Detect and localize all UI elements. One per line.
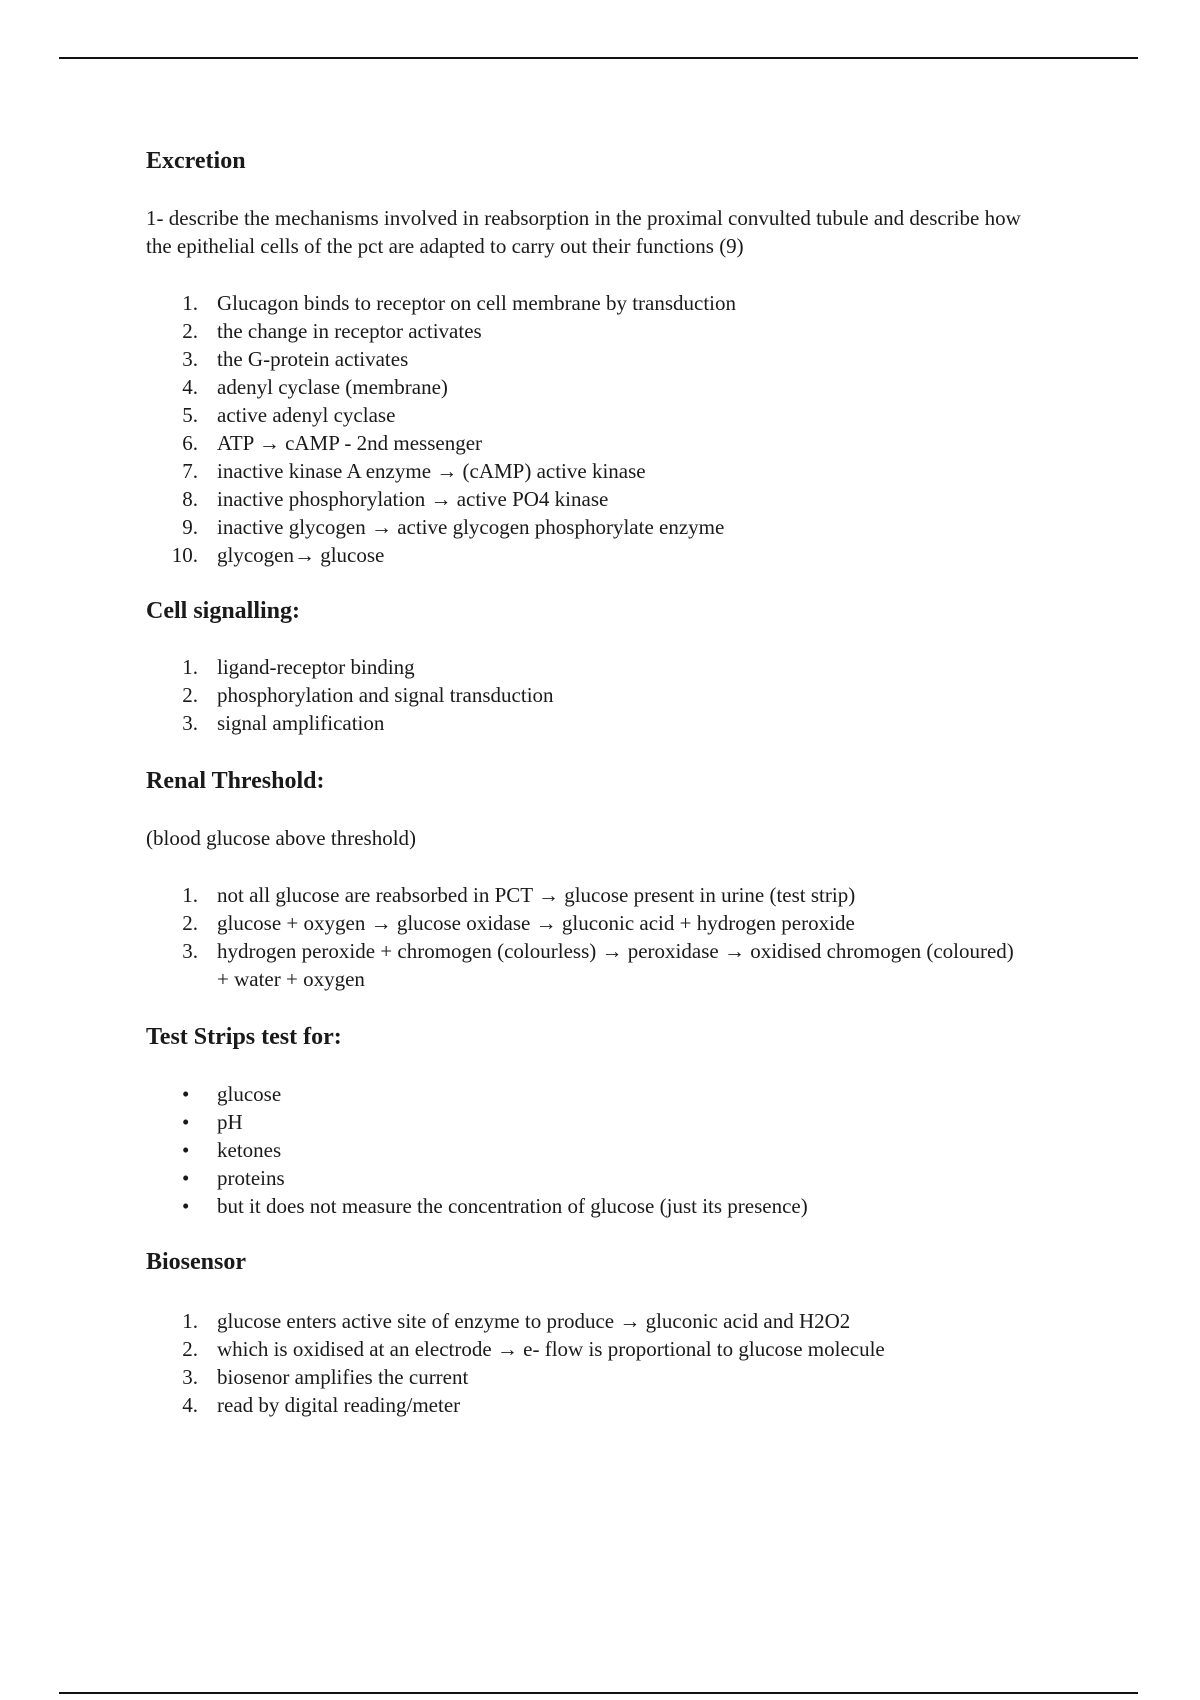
item-number: 3. <box>182 939 198 963</box>
item-text: Glucagon binds to receptor on cell membrane by transduction <box>217 291 737 315</box>
item-number: 5. <box>182 403 198 427</box>
item-number: 8. <box>182 487 198 511</box>
list-item <box>146 937 1026 993</box>
bottom-rule <box>59 1692 1138 1694</box>
item-number: 6. <box>182 431 198 455</box>
heading-test-strips: Test Strips test for: <box>146 1024 342 1050</box>
item-text: ligand-receptor binding <box>217 655 415 679</box>
list-item <box>146 1307 1046 1335</box>
item-number: 1. <box>182 291 198 315</box>
item-number: 2. <box>182 319 198 343</box>
item-text: inactive glycogen → active glycogen phosphorylate enzyme <box>217 515 725 539</box>
item-text: glycogen→ glucose <box>217 543 385 567</box>
list-item <box>146 1164 1046 1192</box>
item-number: 1. <box>182 883 198 907</box>
list-item <box>146 1391 1046 1419</box>
list-item <box>146 653 1046 681</box>
item-text: adenyl cyclase (membrane) <box>217 375 448 399</box>
item-number: 2. <box>182 911 198 935</box>
bullet-icon: • <box>182 1110 190 1134</box>
item-number: 9. <box>182 515 198 539</box>
bullet-icon: • <box>182 1194 190 1218</box>
list-item <box>146 1363 1046 1391</box>
list-item <box>146 1335 1046 1363</box>
list-item <box>146 709 1046 737</box>
top-rule <box>59 57 1138 59</box>
item-text: ATP → cAMP - 2nd messenger <box>217 431 483 455</box>
list-item <box>146 513 1046 541</box>
list-item <box>146 485 1046 513</box>
item-text: read by digital reading/meter <box>217 1393 461 1417</box>
list-item <box>146 373 1046 401</box>
heading-cell-signalling: Cell signalling: <box>146 598 301 624</box>
item-number: 10. <box>171 543 198 567</box>
cell-signalling-list <box>146 653 1046 737</box>
item-text: phosphorylation and signal transduction <box>217 683 554 707</box>
list-item <box>146 681 1046 709</box>
list-item <box>146 909 1026 937</box>
item-number: 4. <box>182 375 198 399</box>
item-text: signal amplification <box>217 711 385 735</box>
list-item <box>146 1080 1046 1108</box>
list-item <box>146 881 1026 909</box>
list-item <box>146 401 1046 429</box>
item-text: not all glucose are reabsorbed in PCT → glucose present in urine (test strip) <box>217 883 856 907</box>
biosensor-list <box>146 1307 1046 1419</box>
item-text: active adenyl cyclase <box>217 403 396 427</box>
list-item <box>146 457 1046 485</box>
heading-renal-threshold: Renal Threshold: <box>146 768 325 794</box>
item-text: inactive phosphorylation → active PO4 kinase <box>217 487 609 511</box>
item-text: glucose enters active site of enzyme to produce → gluconic acid and H2O2 <box>217 1309 851 1333</box>
item-text: biosenor amplifies the current <box>217 1365 469 1389</box>
list-item <box>146 317 1046 345</box>
bullet-icon: • <box>182 1166 190 1190</box>
item-text: inactive kinase A enzyme → (cAMP) active kinase <box>217 459 646 483</box>
item-number: 1. <box>182 655 198 679</box>
list-item <box>146 289 1046 317</box>
item-number: 2. <box>182 1337 198 1361</box>
renal-threshold-list <box>146 881 1026 993</box>
item-text: which is oxidised at an electrode → e- flow is proportional to glucose molecule <box>217 1337 885 1361</box>
item-text: glucose <box>217 1082 282 1106</box>
heading-biosensor: Biosensor <box>146 1249 247 1275</box>
item-number: 3. <box>182 711 198 735</box>
excretion-list <box>146 289 1046 569</box>
item-text: hydrogen peroxide + chromogen (colourless) → peroxidase → oxidised chromogen (coloured) + water + oxygen <box>217 939 1014 991</box>
item-number: 3. <box>182 347 198 371</box>
item-text: but it does not measure the concentration of glucose (just its presence) <box>217 1194 808 1218</box>
list-item <box>146 1136 1046 1164</box>
item-text: the G-protein activates <box>217 347 409 371</box>
bullet-icon: • <box>182 1082 190 1106</box>
item-text: ketones <box>217 1138 282 1162</box>
question-paragraph: 1- describe the mechanisms involved in reabsorption in the proximal convulted tubule and describe how the epithelial cells of the pct are adapted to carry out their functions (9) <box>146 206 1021 258</box>
item-number: 4. <box>182 1393 198 1417</box>
item-text: the change in receptor activates <box>217 319 482 343</box>
item-number: 7. <box>182 459 198 483</box>
bullet-icon: • <box>182 1138 190 1162</box>
item-text: proteins <box>217 1166 285 1190</box>
heading-excretion: Excretion <box>146 148 246 174</box>
test-strips-list <box>146 1080 1046 1220</box>
item-text: pH <box>217 1110 243 1134</box>
renal-note: (blood glucose above threshold) <box>146 826 417 850</box>
list-item <box>146 429 1046 457</box>
list-item <box>146 541 1046 569</box>
list-item <box>146 345 1046 373</box>
item-number: 3. <box>182 1365 198 1389</box>
list-item <box>146 1192 1046 1220</box>
list-item <box>146 1108 1046 1136</box>
item-text: glucose + oxygen → glucose oxidase → gluconic acid + hydrogen peroxide <box>217 911 855 935</box>
item-number: 1. <box>182 1309 198 1333</box>
item-number: 2. <box>182 683 198 707</box>
